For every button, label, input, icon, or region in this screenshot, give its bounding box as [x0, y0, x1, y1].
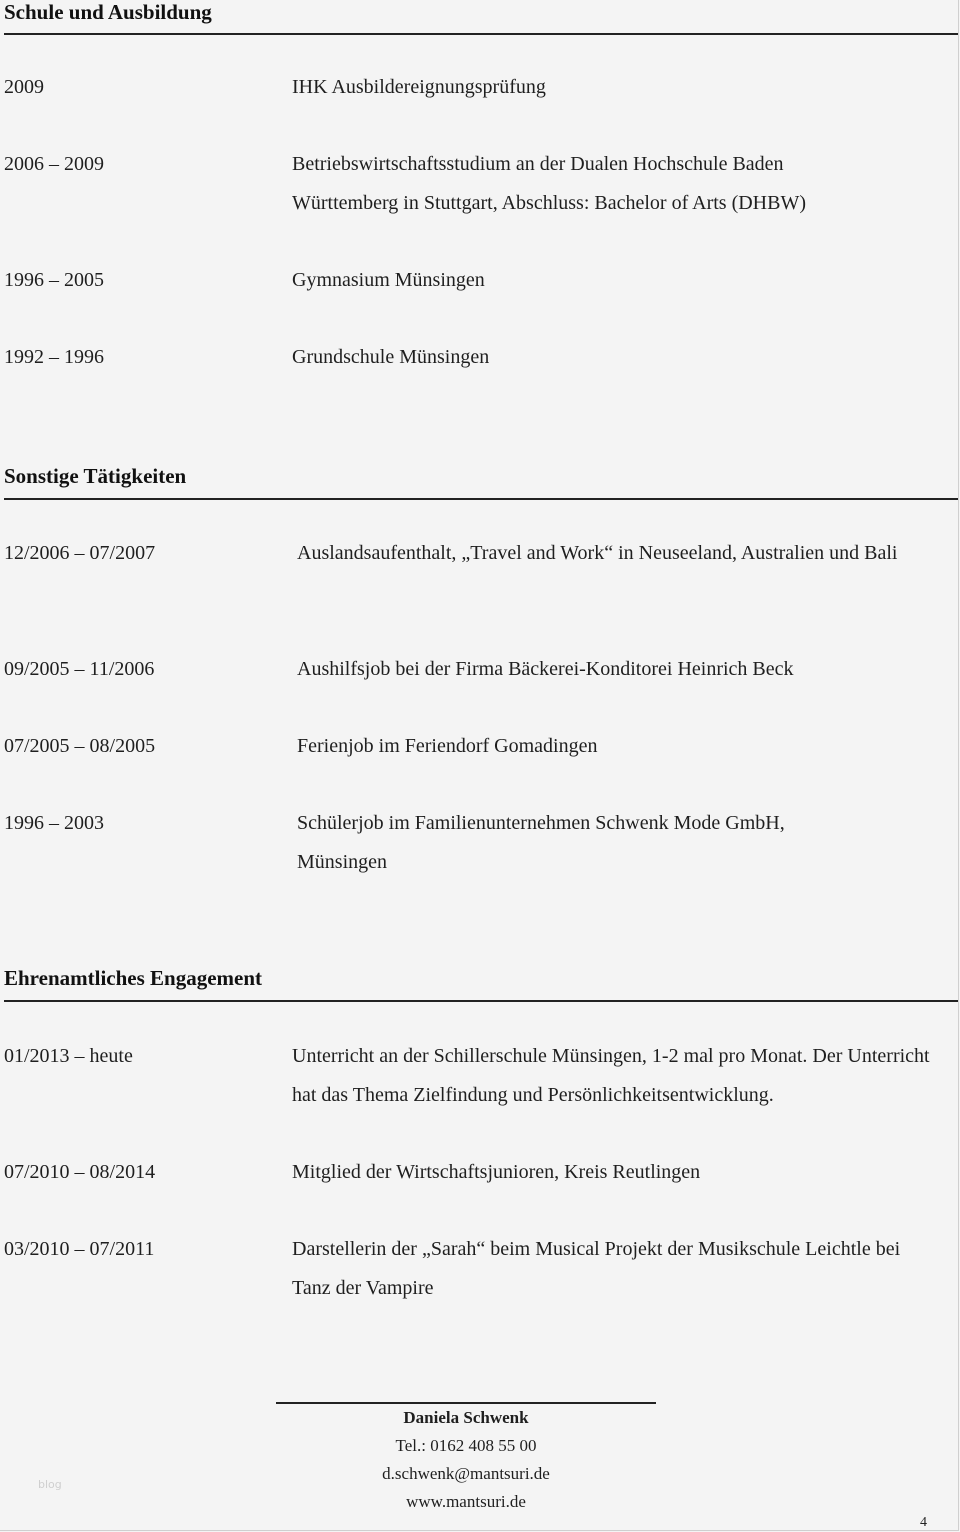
footer-website: www.mantsuri.de — [406, 1492, 526, 1511]
section-heading-volunteer: Ehrenamtliches Engagement — [4, 966, 263, 990]
footer-email: d.schwenk@mantsuri.de — [382, 1464, 550, 1483]
entry-date: 07/2005 – 08/2005 — [4, 735, 156, 757]
entry-date: 1992 – 1996 — [4, 346, 104, 368]
entry-description: Ferienjob im Feriendorf Gomadingen — [297, 735, 598, 757]
entry-description: Gymnasium Münsingen — [292, 269, 485, 291]
entry-date: 09/2005 – 11/2006 — [4, 658, 155, 680]
section-divider — [4, 498, 958, 500]
section-divider — [4, 33, 958, 35]
entry-description: Mitglied der Wirtschaftsjunioren, Kreis Reutlingen — [292, 1161, 701, 1183]
entry-description: Grundschule Münsingen — [292, 346, 490, 368]
footer-phone: Tel.: 0162 408 55 00 — [395, 1436, 537, 1455]
entry-date: 2006 – 2009 — [4, 153, 104, 175]
entry-date: 2009 — [4, 76, 44, 98]
entry-description: Betriebswirtschaftsstudium an der Dualen Hochschule Baden Württemberg in Stuttgart, Abschluss: Bachelor of Arts (DHBW) — [292, 153, 806, 214]
entry-description: Auslandsaufenthalt, „Travel and Work“ in Neuseeland, Australien und Bali — [297, 542, 898, 564]
entry-description: IHK Ausbildereignungsprüfung — [292, 76, 546, 98]
entry-date: 1996 – 2003 — [4, 812, 104, 834]
entry-date: 01/2013 – heute — [4, 1045, 133, 1067]
section-divider — [4, 1000, 958, 1002]
entry-date: 12/2006 – 07/2007 — [4, 542, 156, 564]
entry-date: 07/2010 – 08/2014 — [4, 1161, 156, 1183]
entry-description: Aushilfsjob bei der Firma Bäckerei-Konditorei Heinrich Beck — [297, 658, 794, 680]
footer-name: Daniela Schwenk — [403, 1408, 529, 1427]
section-heading-other-activities: Sonstige Tätigkeiten — [4, 464, 187, 488]
entry-description: Unterricht an der Schillerschule Münsingen, 1-2 mal pro Monat. Der Unterricht hat das Thema Zielfindung und Persönlichkeitsentwicklung. — [292, 1045, 930, 1106]
entry-date: 1996 – 2005 — [4, 269, 104, 291]
section-heading-education: Schule und Ausbildung — [4, 0, 212, 24]
page-number: 4 — [920, 1515, 927, 1530]
entry-description: Schülerjob im Familienunternehmen Schwenk Mode GmbH, Münsingen — [297, 812, 785, 873]
entry-date: 03/2010 – 07/2011 — [4, 1238, 155, 1260]
watermark: blog — [38, 1478, 62, 1491]
entry-description: Darstellerin der „Sarah“ beim Musical Projekt der Musikschule Leichtle bei Tanz der Vampire — [292, 1238, 901, 1299]
